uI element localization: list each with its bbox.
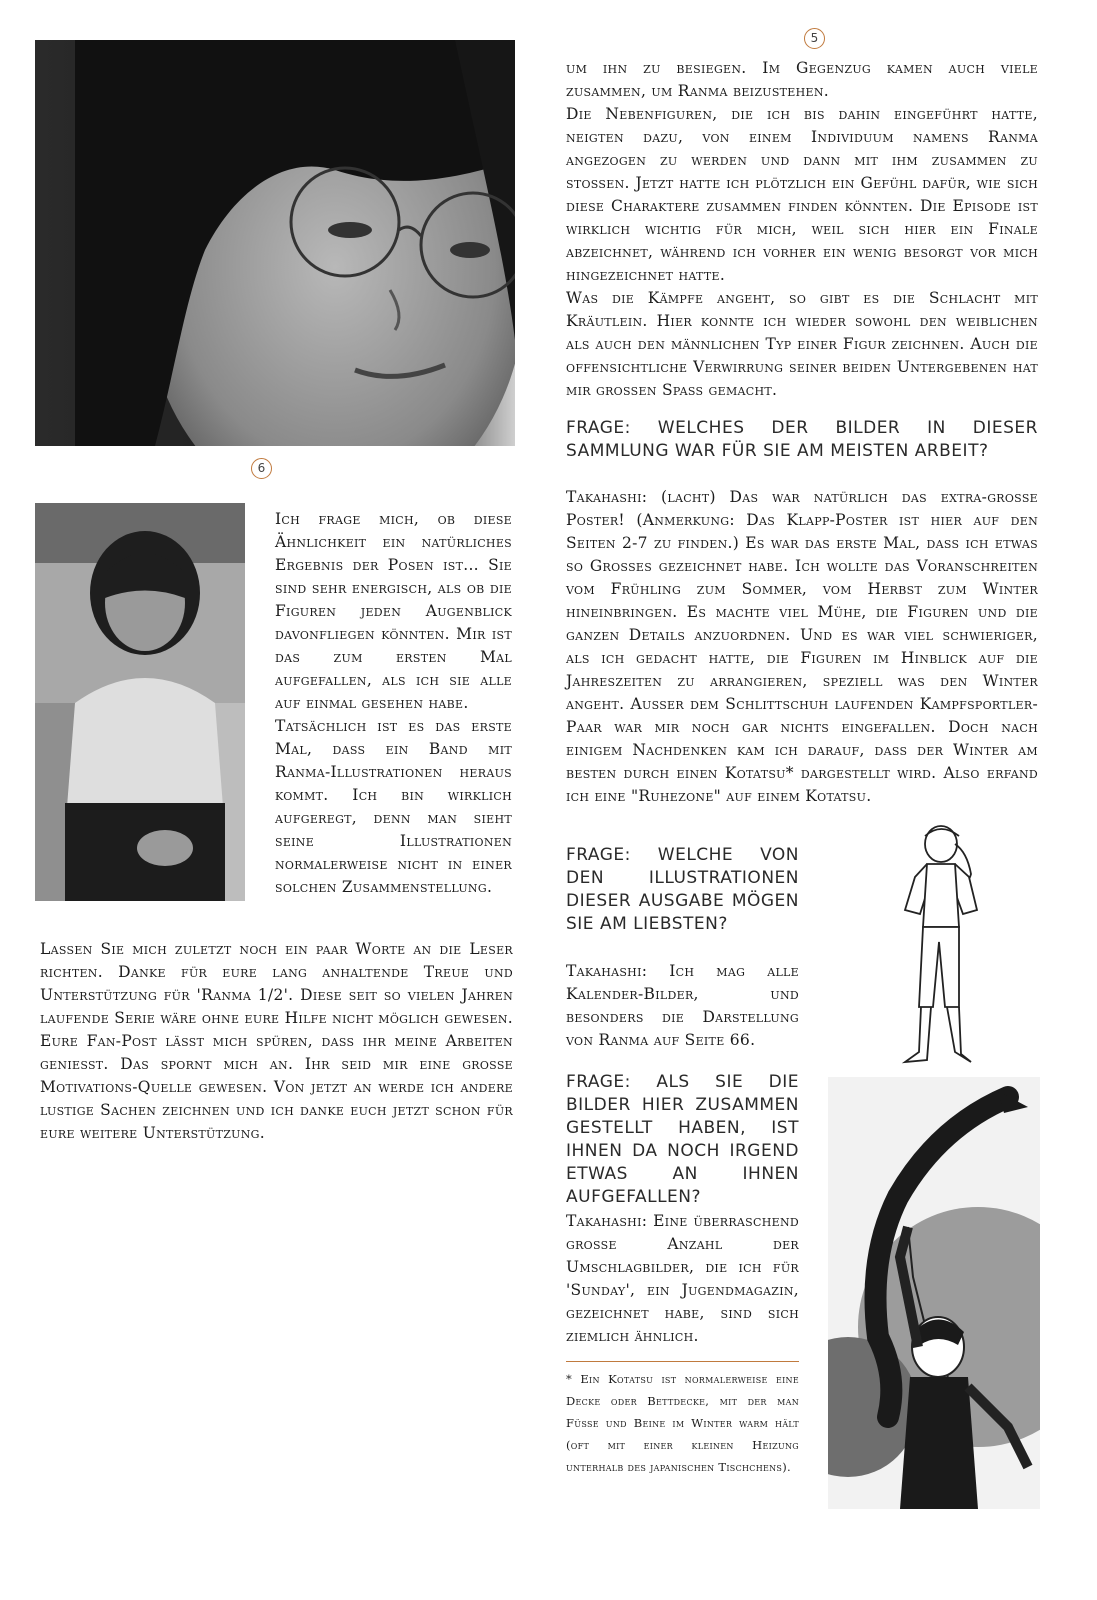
page-number-5: 5 [804,28,825,49]
answer-2: Takahashi: Ich mag alle Kalender-Bilder, und besonders die Darstellung von Ranma auf Seite 66. [566,962,799,1049]
portrait-photo-large [35,40,515,446]
ranma-girl-illustration-image [875,822,1005,1072]
closing-text-block [40,938,513,1145]
answer-1: Takahashi: (lacht) Das war natürlich das extra-grosse Poster! (Anmerkung: Das Klapp-Poster ist hier auf den Seiten 2-7 zu finden.) Es war das erste Mal, dass ich etwas so Grosses gezeichnet habe. Ich wollte das Voranschreiten vom Frühling zum Sommer, vom Herbst zum Winter hineinbringen. Es machte viel Mühe, die Figuren und die ganzen Details anzuordnen. Und es war viel schwieriger, als ich gedacht hatte, die Figuren im Hinblick auf die Jahreszeiten zu arrangieren, speziell was den Winter angeht. Ausser dem Schlittschuh laufenden Kampfsportler-Paar war mir noch gar nichts eingefallen. Doch nach einigem Nachdenken kam ich darauf, dass der Winter am besten durch einen Kotatsu* dargestellt wird. Also erfand ich eine "Ruhezone" auf einem Kotatsu. [566,488,1038,805]
portrait-photo-small [35,503,245,901]
right-paragraph-3: Was die Kämpfe angeht, so gibt es die Schlacht mit Kräutlein. Hier konnte ich wieder sowohl den weiblichen als auch den männlichen Typ einer Figur zeichnen. Auch die offensichtliche Verwirrung seiner beiden Untergebenen hat mir grossen Spass gemacht. [566,289,1038,399]
left-text-block [275,508,512,899]
portrait-photo-small-image [35,503,245,901]
right-text-block [566,57,1038,402]
question-1: FRAGE: WELCHES DER BILDER IN DIESER SAMMLUNG WAR FÜR SIE AM MEISTEN ARBEIT? [566,418,1038,461]
answer-3: Takahashi: Eine überraschend grosse Anzahl der Umschlagbilder, die ich für 'Sunday', ein Jugendmagazin, gezeichnet habe, sind sich ziemlich ähnlich. [566,1212,799,1345]
answer-3-block [566,1210,799,1348]
footnote: * Ein Kotatsu ist normalerweise eine Decke oder Bettdecke, mit der man Füsse und Beine im Winter warm hält (oft mit einer kleinen Heizung unterhalb des japanischen Tischchens). [566,1372,799,1474]
closing-paragraph: Lassen Sie mich zuletzt noch ein paar Worte an die Leser richten. Danke für eure lang anhaltende Treue und Unterstützung für 'Ranma 1/2'. Diese seit so vielen Jahren laufende Serie wäre ohne eure Hilfe nicht möglich gewesen. Eure Fan-Post lässt mich spüren, dass ihr meine Arbeiten geniesst. Das spornt mich an. Ihr seid mir eine grosse Motivations-Quelle gewesen. Von jetzt an werde ich andere lustige Sachen zeichnen und ich danke euch jetzt schon für eure weitere Unterstützung. [40,940,513,1142]
question-3: FRAGE: ALS SIE DIE BILDER HIER ZUSAMMEN GESTELLT HABEN, IST IHNEN DA NOCH IRGEND ETWAS AN IHNEN AUFGEFALLEN? [566,1072,799,1207]
ranma-girl-illustration [875,822,1005,1072]
ranma-dragon-illustration [828,1077,1040,1509]
page-number-6: 6 [251,458,272,479]
right-paragraph-2: Die Nebenfiguren, die ich bis dahin eingeführt hatte, neigten dazu, von einem Individuum namens Ranma angezogen zu werden und dann mit ihm zusammen zu stossen. Jetzt hatte ich plötzlich ein Gefühl dafür, wie sich diese Charaktere zusammen finden könnten. Die Episode ist wirklich wichtig für mich, weil sich hier ein Finale abzeichnet, während ich vorher ein wenig besorgt vor mich hingezeichnet hatte. [566,105,1038,284]
portrait-photo-large-image [35,40,515,446]
answer-1-block [566,486,1038,808]
footnote-divider [566,1361,799,1362]
left-paragraph-2: Tatsächlich ist es das erste Mal, dass ein Band mit Ranma-Illustrationen heraus kommt. Ich bin wirklich aufgeregt, denn man sieht seine Illustrationen normalerweise nicht in einer solchen Zusammenstellung. [275,717,512,896]
ranma-dragon-illustration-image [828,1077,1040,1509]
answer-2-block [566,960,799,1052]
question-2: FRAGE: WELCHE VON DEN ILLUSTRATIONEN DIESER AUSGABE MÖGEN SIE AM LIEBSTEN? [566,845,799,934]
right-paragraph-1: um ihn zu besiegen. Im Gegenzug kamen auch viele zusammen, um Ranma beizustehen. [566,59,1038,100]
left-paragraph-1: Ich frage mich, ob diese Ähnlichkeit ein natürliches Ergebnis der Posen ist... Sie sind sehr energisch, als ob die Figuren jeden Augenblick davonfliegen könnten. Mir ist das zum ersten Mal aufgefallen, als ich sie alle auf einmal gesehen habe. [275,510,512,712]
